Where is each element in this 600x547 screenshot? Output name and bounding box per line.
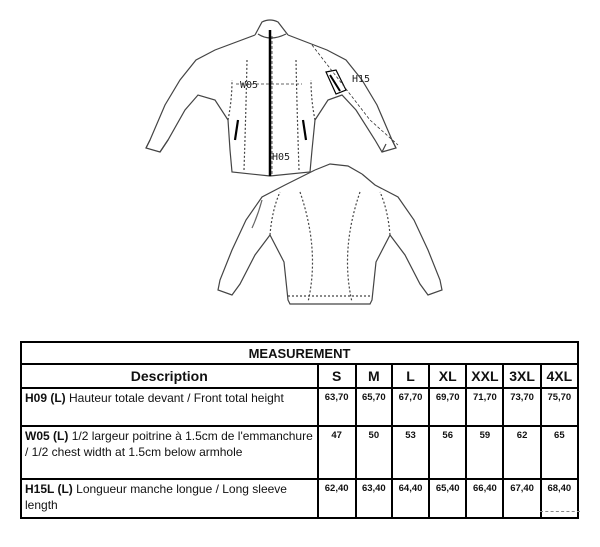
table-row [21,388,578,426]
description-header: Description [21,364,318,388]
table-cell: 75,70 [541,388,578,426]
size-header: 4XL [541,364,578,388]
size-header: S [318,364,356,388]
size-header: M [356,364,392,388]
size-header: 3XL [503,364,540,388]
table-cell: 69,70 [429,388,466,426]
row-code: H09 (L) [25,391,66,405]
table-cell: 47 [318,426,356,479]
table-cell: 73,70 [503,388,540,426]
left-pocket [235,120,238,140]
size-header: XXL [466,364,503,388]
chest-width-label: W05 [240,80,259,91]
size-header: XL [429,364,466,388]
table-cell: 64,40 [392,479,429,518]
sleeve-pocket [326,70,346,94]
table-cell: 65,70 [356,388,392,426]
table-cell: 62,40 [318,479,356,518]
table-cell: 67,40 [503,479,540,518]
row-text: 1/2 largeur poitrine à 1.5cm de l'emmanchure / 1/2 chest width at 1.5cm below armhole [25,429,313,459]
front-height-label: H05 [272,152,291,163]
table-cell: 56 [429,426,466,479]
table-row [21,479,578,518]
table-cell: 68,40 [541,479,578,518]
row-code: H15L (L) [25,482,73,496]
table-cell: 63,70 [318,388,356,426]
table-cell: 67,70 [392,388,429,426]
header-row [21,364,578,388]
table-title: MEASUREMENT [21,342,578,364]
back-view-jacket [218,164,442,304]
table-cell: 65 [541,426,578,479]
sleeve-length-label: H15 [352,74,371,85]
table-row [21,426,578,479]
table-cell: 66,40 [466,479,503,518]
decorative-divider [540,511,580,512]
table-cell: 63,40 [356,479,392,518]
measurement-table [20,341,579,519]
table-cell: 65,40 [429,479,466,518]
table-cell: 71,70 [466,388,503,426]
row-description [21,388,318,426]
table-cell: 53 [392,426,429,479]
size-header: L [392,364,429,388]
row-text: Hauteur totale devant / Front total height [69,391,284,405]
row-description [21,426,318,479]
row-description [21,479,318,518]
row-code: W05 (L) [25,429,69,443]
measurement-guides [236,36,398,174]
right-pocket [303,120,306,140]
table-cell: 59 [466,426,503,479]
row-text: Longueur manche longue / Long sleeve length [25,482,287,512]
table-cell: 50 [356,426,392,479]
table-cell: 62 [503,426,540,479]
